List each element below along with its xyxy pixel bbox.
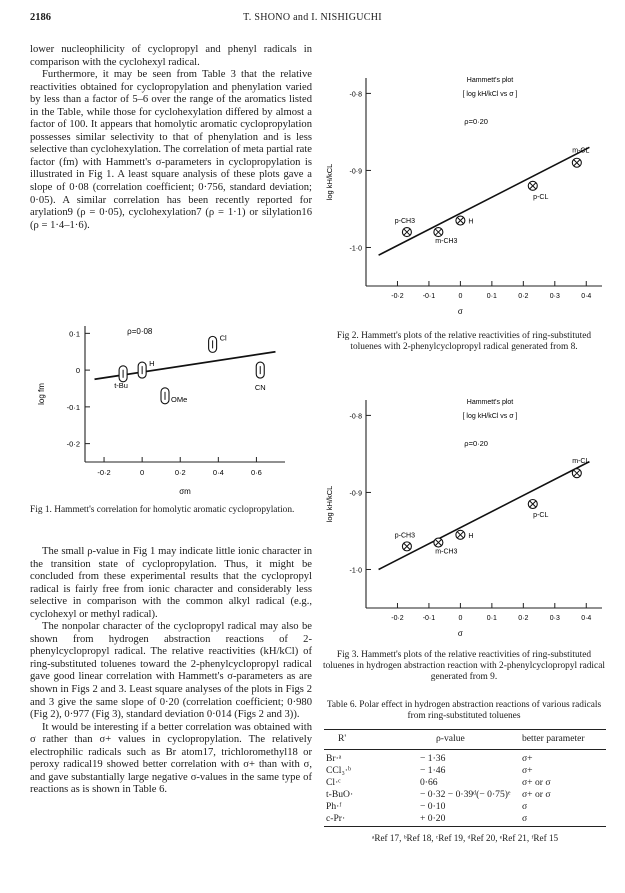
fig1-plot: [30, 312, 312, 498]
table6-header-cell: ρ-value: [436, 733, 465, 744]
table6-header-cell: better parameter: [522, 733, 585, 744]
y-axis-label: log fm: [37, 383, 46, 405]
fig3-caption-label: Fig 3.: [336, 650, 359, 660]
point-label: m-CL: [572, 147, 590, 155]
table-cell: σ+ or σ: [522, 789, 551, 800]
x-tick-label: 0·2: [518, 615, 529, 622]
y-tick-label: 0: [75, 366, 80, 376]
table6-body: [324, 750, 606, 827]
table-cell: c-Pr·: [326, 813, 346, 824]
page-number: 2186: [30, 12, 51, 23]
y-axis-label: log kH/kCL: [325, 163, 334, 201]
x-axis-label: σm: [179, 487, 191, 496]
x-tick-label: 0: [458, 293, 463, 300]
left-column-bottom: [30, 546, 312, 797]
fig3-plot: [320, 380, 610, 648]
chart-subtitle: [ log kH/kCl vs σ ]: [462, 413, 518, 420]
left-column-top: [30, 44, 312, 232]
table6-footnote: ᵃRef 17, ᵇRef 18, ᶜRef 19, ᵈRef 20, ᵉRef 21, ᶠRef 15: [371, 833, 559, 843]
table-row: [324, 753, 606, 765]
fig1-caption-label: Fig 1.: [30, 505, 52, 515]
point-label: p-CL: [533, 193, 549, 201]
table-cell: Ph·ᶠ: [326, 801, 342, 812]
x-tick-label: 0·4: [581, 293, 592, 300]
y-tick-label: -0·8: [349, 91, 362, 99]
table6-title: [322, 700, 606, 722]
table-cell: Br·ᵃ: [326, 753, 342, 764]
x-tick-label: -0·2: [391, 293, 404, 300]
x-tick-label: 0·3: [549, 615, 560, 622]
table6: [324, 729, 606, 843]
point-label: t-Bu: [114, 380, 128, 390]
table-cell: 0·66: [420, 777, 438, 788]
table-row: [324, 801, 606, 813]
point-label: p-CL: [533, 512, 549, 519]
paragraph: It would be interesting if a better correlation was obtained with σ rather than σ+ values in cyclopropylation. The relatively electrophilic radicals such as Br atom17, trichloromethyl18 or peroxy radical19 showed better correlation with σ+ than with σ, and gave substantially large negative σ-values in the same type of reactions as is shown in Table 6.: [30, 721, 312, 796]
point-label: OMe: [171, 394, 188, 404]
y-tick-label: -1·0: [349, 245, 362, 253]
paragraph: The small ρ-value in Fig 1 may indicate little ionic character in the transition state of cyclopropylation. Thus, it might be concluded from these experimental results that the cyclopropyl radical is fairly free from ionic character and considerably less selective in comparison with the common alkyl radical (e.g., cyclohexyl or methyl radical).: [30, 546, 312, 620]
table-cell: σ: [522, 813, 528, 824]
fig1-caption: [30, 505, 312, 516]
table-cell: − 0·10: [420, 801, 446, 812]
table-cell: + 0·20: [420, 813, 446, 824]
paragraph: lower nucleophilicity of cyclopropyl and phenyl radicals in comparison with the cyclohexyl radical.: [30, 44, 312, 68]
table-cell: − 0·32 − 0·39ᵈ(− 0·75)ᵉ: [420, 789, 511, 800]
table6-title-text: Polar effect in hydrogen abstraction reactions of various radicals from ring-substituted toluenes: [359, 700, 602, 721]
table-cell: σ: [522, 801, 528, 812]
chart-title: Hammett's plot: [466, 399, 514, 406]
table-row: [324, 777, 606, 789]
rho-label: ρ=0·08: [127, 327, 153, 336]
point-label: Cl: [219, 333, 227, 343]
table-row: [324, 789, 606, 801]
figure-2: [320, 58, 610, 326]
point-label: H: [468, 218, 474, 226]
y-tick-label: -0·1: [66, 402, 80, 412]
chart-subtitle: [ log kH/kCl vs σ ]: [462, 91, 518, 98]
x-tick-label: 0: [458, 615, 463, 622]
point-label: m-CL: [572, 458, 590, 466]
table-cell: σ+: [522, 765, 533, 776]
y-tick-label: -0·2: [66, 439, 80, 449]
y-tick-label: -0·9: [349, 168, 362, 176]
table-row: [324, 765, 606, 777]
rho-label: ρ=0·20: [464, 117, 488, 127]
x-tick-label: -0·2: [97, 468, 111, 477]
table6-header-cell: R': [338, 733, 347, 744]
x-tick-label: -0·1: [422, 293, 436, 300]
table-cell: − 1·46: [420, 765, 446, 776]
y-tick-label: -1·0: [349, 567, 362, 575]
point-label: p-CH3: [394, 218, 416, 226]
y-tick-label: 0·1: [69, 329, 80, 339]
table-cell: σ+: [522, 753, 533, 764]
table-row: [324, 813, 606, 825]
point-label: m-CH3: [435, 548, 458, 556]
paragraph: The nonpolar character of the cyclopropyl radical may also be shown from hydrogen abstraction reactions of 2-phenylcyclopropyl radical. The relative reactivities (kH/kCl) of ring-substituted toluenes toward the 2-phenylcyclopropyl radical gave good linear correlation with Hammett's σ-parameters as are shown in Figs 2 and 3. Least square analyses of the plots in Figs 2 and 3 give the same slope of 0·20 (correlation coefficient; 0·980 (Fig 2), 0·977 (Fig 3), standard deviation 0·014 (Figs 2 and 3)).: [30, 621, 312, 721]
y-tick-label: -0·8: [349, 413, 362, 421]
fig3-caption-text: Hammett's plots of the relative reactivities of ring-substituted toluenes in hydrogen abstraction reaction with 2-phenylcyclopropyl radical generated from 9.: [323, 650, 605, 682]
figure-3: [320, 380, 610, 648]
running-title: T. SHONO and I. NISHIGUCHI: [243, 12, 382, 23]
x-tick-label: 0·4: [212, 468, 224, 477]
x-tick-label: 0·2: [518, 293, 529, 300]
fit-line: [379, 462, 590, 570]
fit-line: [379, 147, 590, 255]
chart-title: Hammett's plot: [466, 77, 514, 84]
y-tick-label: -0·9: [349, 490, 362, 498]
fig2-caption-label: Fig 2.: [336, 331, 359, 341]
table6-title-label: Table 6.: [326, 700, 357, 710]
x-tick-label: -0·2: [391, 615, 404, 622]
x-tick-label: 0·2: [174, 468, 186, 477]
x-tick-label: 0·4: [581, 615, 592, 622]
paragraph: Furthermore, it may be seen from Table 3 that the relative reactivities obtained for cyclopropylation and phenylation varied by less than a factor of 5–6 over the range of the aromatics listed in the Table, while those for cyclohexylation differed by almost a factor of 100. It appears that homolytic aromatic cyclopropylation possesses similar selectivity to that of phenylation and is less selective than cyclohexylation. The correlation of meta partial rate factor (fm) with Hammett's σ-parameters in cyclopropylation is illustrated in Fig 1. A least square analysis of these plots gave a slope of 0·08 (correlation coefficient; 0·756, standard deviation; 0·05). A similar correlation has been recently reported for arylation9 (ρ = 0·05), cyclohexylation7 (ρ = 1·1) or silylation16 (ρ = 1·4–1·6).: [30, 69, 312, 231]
fig2-caption: [322, 331, 606, 353]
fig2-plot: [320, 58, 610, 326]
table6-header-row: [324, 729, 606, 750]
x-tick-label: 0·1: [486, 293, 497, 300]
fig3-caption: [322, 650, 606, 683]
x-tick-label: 0: [140, 468, 145, 477]
table-cell: CCl₃·ᵇ: [326, 765, 351, 776]
x-tick-label: 0·1: [486, 615, 497, 622]
table-cell: − 1·36: [420, 753, 446, 764]
y-axis-label: log kH/kCL: [325, 485, 334, 523]
x-tick-label: -0·1: [422, 615, 436, 622]
x-tick-label: 0·3: [549, 293, 560, 300]
figure-1: [30, 312, 312, 498]
table-cell: Cl·ᶜ: [326, 777, 341, 788]
point-label: H: [149, 359, 155, 369]
fig1-caption-text: Hammett's correlation for homolytic aromatic cyclopropylation.: [54, 505, 295, 515]
point-label: p-CH3: [394, 532, 416, 540]
table-cell: σ+ or σ: [522, 777, 551, 788]
x-axis-label: σ: [457, 629, 463, 638]
point-label: m-CH3: [435, 238, 458, 246]
x-tick-label: 0·6: [251, 468, 262, 477]
table-cell: t-BuO·: [326, 789, 354, 800]
fig2-caption-text: Hammett's plots of the relative reactivities of ring-substituted toluenes with 2-phenylcyclopropyl radical generated from 8.: [350, 331, 592, 352]
point-label: H: [468, 532, 474, 540]
point-label: CN: [254, 383, 266, 393]
x-axis-label: σ: [457, 307, 463, 316]
rho-label: ρ=0·20: [464, 439, 488, 449]
